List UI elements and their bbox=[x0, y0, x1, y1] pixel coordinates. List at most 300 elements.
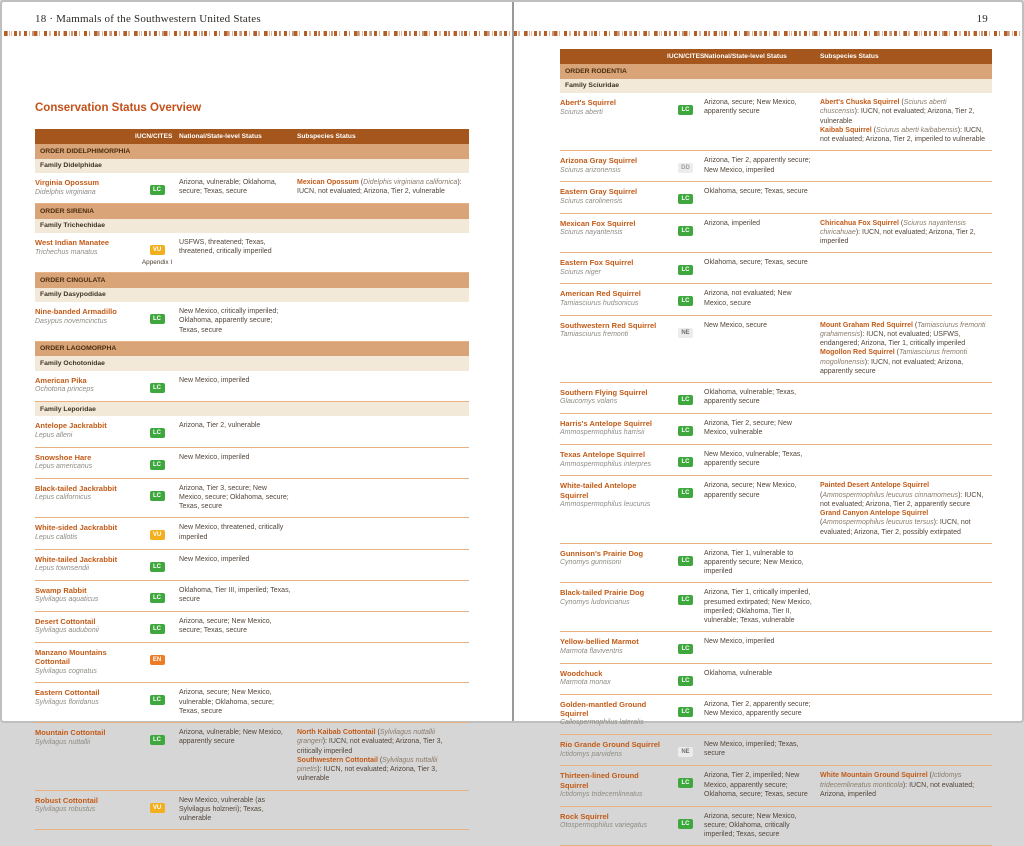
species-scientific-name: Sylvilagus aquaticus bbox=[35, 596, 99, 604]
iucn-cell bbox=[667, 414, 704, 444]
species-scientific-name: Lepus americanus bbox=[35, 462, 93, 470]
subspecies-status-cell bbox=[297, 416, 469, 446]
species-scientific-name: Ictidomys parvidens bbox=[560, 750, 622, 758]
running-head-left: 18 · Mammals of the Southwestern United States bbox=[35, 13, 261, 25]
species-row bbox=[35, 791, 469, 831]
species-row bbox=[560, 93, 992, 151]
species-row bbox=[560, 735, 992, 766]
species-row bbox=[560, 253, 992, 284]
species-name-cell bbox=[560, 544, 667, 583]
species-scientific-name: Marmota monax bbox=[560, 678, 611, 686]
species-row bbox=[35, 550, 469, 581]
subspecies-status-cell bbox=[820, 632, 992, 662]
iucn-badge: LC bbox=[678, 226, 693, 236]
species-row bbox=[560, 766, 992, 807]
species-row bbox=[35, 683, 469, 723]
species-name-cell bbox=[560, 807, 667, 846]
species-scientific-name: Ochotona princeps bbox=[35, 386, 94, 394]
species-common-name: Yellow-bellied Marmot bbox=[560, 637, 639, 647]
state-status-cell: Oklahoma, secure; Texas, secure bbox=[704, 259, 808, 267]
subspecies-status-cell bbox=[297, 173, 469, 203]
species-scientific-name: Lepus townsendii bbox=[35, 564, 90, 572]
species-name-cell bbox=[560, 445, 667, 475]
species-common-name: Antelope Jackrabbit bbox=[35, 421, 107, 431]
species-name-cell bbox=[560, 151, 667, 181]
subspecies-status-cell bbox=[297, 723, 469, 789]
iucn-cell bbox=[667, 383, 704, 413]
iucn-cell bbox=[135, 683, 179, 722]
column-header: IUCN/CITES bbox=[135, 133, 173, 140]
species-common-name: White-sided Jackrabbit bbox=[35, 523, 118, 533]
subspecies-status-cell bbox=[820, 766, 992, 806]
species-common-name: Texas Antelope Squirrel bbox=[560, 450, 646, 460]
species-scientific-name: Dasypus novemcinctus bbox=[35, 317, 107, 325]
state-status-cell: USFWS, threatened; Texas, threatened, critically imperiled bbox=[179, 239, 272, 256]
species-name-cell bbox=[560, 284, 667, 314]
species-scientific-name: Lepus callotis bbox=[35, 533, 78, 541]
species-common-name: Rock Squirrel bbox=[560, 811, 609, 821]
iucn-badge: LC bbox=[678, 105, 693, 115]
species-common-name: Nine-banded Armadillo bbox=[35, 307, 117, 317]
subspecies-status-cell bbox=[297, 302, 469, 341]
species-row bbox=[35, 173, 469, 204]
species-common-name: Southern Flying Squirrel bbox=[560, 387, 648, 397]
species-row bbox=[560, 476, 992, 543]
iucn-badge: LC bbox=[678, 194, 693, 204]
page-number-right: 19 bbox=[976, 13, 988, 25]
subspecies-status-cell bbox=[820, 214, 992, 253]
iucn-cell bbox=[667, 766, 704, 806]
subspecies-status-cell bbox=[297, 791, 469, 830]
species-scientific-name: Tamiasciurus fremonti bbox=[560, 330, 629, 338]
iucn-badge: VU bbox=[150, 803, 165, 813]
species-scientific-name: Lepus alleni bbox=[35, 431, 73, 439]
state-status-cell: New Mexico, secure bbox=[704, 321, 768, 329]
species-common-name: White-tailed Antelope Squirrel bbox=[560, 481, 637, 500]
iucn-badge: LC bbox=[678, 819, 693, 829]
species-name-cell bbox=[560, 664, 667, 694]
species-name-cell bbox=[560, 316, 667, 382]
subspecies-entry: Mogollon Red Squirrel (Tamiasciurus fremonti mogollonensis): IUCN, not evaluated; Arizona, apparently secure bbox=[820, 349, 968, 375]
subspecies-entry: Kaibab Squirrel (Sciurus aberti kaibabensis): IUCN, not evaluated; Arizona, Tier 2, imperiled to vulnerable bbox=[820, 126, 985, 144]
species-scientific-name: Cynomys gunnisoni bbox=[560, 559, 622, 567]
right-status-table bbox=[560, 49, 992, 846]
species-scientific-name: Sciurus nayaritensis bbox=[560, 228, 623, 236]
state-status-cell: Arizona, Tier 2, secure; New Mexico, vulnerable bbox=[704, 420, 792, 437]
subspecies-status-cell bbox=[297, 550, 469, 580]
subspecies-status-cell bbox=[297, 612, 469, 642]
subspecies-status-cell bbox=[820, 93, 992, 150]
species-common-name: Thirteen-lined Ground Squirrel bbox=[560, 771, 639, 790]
species-common-name: Black-tailed Jackrabbit bbox=[35, 483, 117, 493]
subspecies-common-name: White Mountain Ground Squirrel bbox=[820, 772, 928, 780]
order-row: ORDER RODENTIA bbox=[560, 64, 992, 78]
family-row: Family Dasypodidae bbox=[35, 288, 469, 302]
state-status-cell: New Mexico, imperiled bbox=[704, 638, 775, 646]
column-header: National/State-level Status bbox=[179, 133, 262, 140]
species-row bbox=[560, 414, 992, 445]
subspecies-common-name: North Kaibab Cottontail bbox=[297, 729, 376, 737]
species-common-name: Arizona Gray Squirrel bbox=[560, 156, 638, 166]
subspecies-scientific-name: Sciurus aberti chuscensis bbox=[820, 99, 947, 116]
subspecies-scientific-name: Tamiasciurus fremonti grahamensis bbox=[820, 321, 986, 338]
subspecies-common-name: Mexican Opossum bbox=[297, 179, 359, 187]
subspecies-status-cell bbox=[297, 683, 469, 722]
species-name-cell bbox=[560, 632, 667, 662]
species-scientific-name: Sciurus carolinensis bbox=[560, 197, 623, 205]
species-name-cell bbox=[35, 173, 135, 203]
subspecies-scientific-name: Sylvilagus nuttallii grangeri bbox=[297, 729, 436, 746]
species-name-cell bbox=[35, 643, 135, 683]
species-common-name: American Red Squirrel bbox=[560, 289, 641, 299]
species-row bbox=[35, 416, 469, 447]
species-common-name: Woodchuck bbox=[560, 668, 603, 678]
state-status-cell: Arizona, not evaluated; New Mexico, secure bbox=[704, 290, 792, 307]
iucn-cell bbox=[667, 182, 704, 212]
iucn-badge: LC bbox=[150, 695, 165, 705]
state-status-cell: Arizona, Tier 2, apparently secure; New Mexico, apparently secure bbox=[704, 700, 811, 717]
subspecies-status-cell bbox=[820, 284, 992, 314]
species-name-cell bbox=[35, 581, 135, 611]
subspecies-scientific-name: Sylvilagus nuttallii pinetis bbox=[297, 756, 438, 774]
section-title: Conservation Status Overview bbox=[35, 102, 202, 114]
iucn-cell bbox=[667, 695, 704, 735]
state-status-cell: New Mexico, imperiled bbox=[179, 555, 250, 563]
species-common-name: Southwestern Red Squirrel bbox=[560, 320, 657, 330]
state-status-cell: New Mexico, imperiled; Texas, secure bbox=[704, 741, 799, 758]
iucn-badge: LC bbox=[150, 491, 165, 501]
subspecies-entry: Painted Desert Antelope Squirrel (Ammospermophilus leucurus cinnamomeus): IUCN, not evaluated; Arizona, Tier 2, apparently secure bbox=[820, 482, 984, 508]
species-scientific-name: Cynomys ludovicianus bbox=[560, 598, 630, 606]
species-row bbox=[560, 316, 992, 383]
family-row: Family Leporidae bbox=[35, 402, 469, 416]
subspecies-entry: Southwestern Cottontail (Sylvilagus nuttallii pinetis): IUCN, not evaluated; Arizona, Tier 3, vulnerable bbox=[297, 756, 438, 783]
species-common-name: White-tailed Jackrabbit bbox=[35, 554, 118, 564]
subspecies-common-name: Abert's Chuska Squirrel bbox=[820, 99, 900, 107]
subspecies-status-cell bbox=[820, 807, 992, 846]
iucn-badge: LC bbox=[150, 624, 165, 634]
iucn-badge: NE bbox=[678, 747, 693, 757]
state-status-cell: Arizona, Tier 2, vulnerable bbox=[179, 422, 261, 430]
species-row bbox=[35, 371, 469, 402]
iucn-badge: LC bbox=[150, 593, 165, 603]
column-header bbox=[560, 49, 667, 64]
species-common-name: Harris's Antelope Squirrel bbox=[560, 419, 652, 429]
iucn-badge: LC bbox=[150, 735, 165, 745]
iucn-cell bbox=[135, 791, 179, 830]
species-row bbox=[35, 518, 469, 549]
species-name-cell bbox=[35, 302, 135, 341]
species-row bbox=[35, 302, 469, 342]
family-row: Family Trichechidae bbox=[35, 219, 469, 233]
subspecies-common-name: Southwestern Cottontail bbox=[297, 756, 378, 764]
subspecies-status-cell bbox=[297, 643, 469, 683]
subspecies-scientific-name: Sciurus nayaritensis chiricahuae bbox=[820, 219, 966, 236]
iucn-cell bbox=[667, 151, 704, 181]
species-name-cell bbox=[560, 214, 667, 253]
species-name-cell bbox=[560, 414, 667, 444]
subspecies-status-cell bbox=[820, 414, 992, 444]
species-scientific-name: Sylvilagus nuttallii bbox=[35, 738, 91, 746]
subspecies-scientific-name: Sciurus aberti kaibabensis bbox=[876, 126, 958, 134]
subspecies-status-cell bbox=[820, 383, 992, 413]
species-row bbox=[35, 581, 469, 612]
iucn-badge: LC bbox=[678, 457, 693, 467]
state-status-cell: Arizona, imperiled bbox=[704, 219, 761, 227]
state-status-cell: Arizona, vulnerable; New Mexico, apparently secure bbox=[179, 729, 283, 746]
iucn-cell bbox=[135, 371, 179, 401]
species-name-cell bbox=[35, 416, 135, 446]
subspecies-status-cell bbox=[820, 544, 992, 583]
state-status-cell: Arizona, secure; New Mexico, apparently secure bbox=[704, 99, 797, 116]
species-row bbox=[35, 643, 469, 684]
species-name-cell bbox=[560, 253, 667, 283]
column-header: Subspecies Status bbox=[820, 53, 879, 60]
iucn-badge: LC bbox=[150, 383, 165, 393]
iucn-badge: LC bbox=[678, 426, 693, 436]
column-header: IUCN/CITES bbox=[667, 53, 705, 60]
subspecies-status-cell bbox=[297, 518, 469, 548]
iucn-badge: LC bbox=[678, 676, 693, 686]
subspecies-status-cell bbox=[297, 371, 469, 401]
species-row bbox=[560, 632, 992, 663]
species-name-cell bbox=[35, 550, 135, 580]
iucn-badge: EN bbox=[150, 655, 165, 665]
species-scientific-name: Didelphis virginiana bbox=[35, 188, 96, 196]
species-name-cell bbox=[35, 479, 135, 518]
state-status-cell: Arizona, secure; New Mexico, secure; Texas, secure bbox=[179, 617, 272, 635]
species-scientific-name: Glaucomys volans bbox=[560, 398, 618, 406]
iucn-badge: LC bbox=[678, 556, 693, 566]
subspecies-common-name: Chiricahua Fox Squirrel bbox=[820, 219, 899, 227]
order-row: ORDER SIRENIA bbox=[35, 204, 469, 218]
subspecies-status-cell bbox=[297, 479, 469, 518]
species-name-cell bbox=[560, 695, 667, 735]
state-status-cell: Oklahoma, vulnerable bbox=[704, 669, 773, 677]
species-scientific-name: Ictidomys tridecemlineatus bbox=[560, 791, 643, 799]
species-scientific-name: Otospermophilus variegatus bbox=[560, 822, 648, 830]
iucn-cell bbox=[667, 214, 704, 253]
subspecies-status-cell bbox=[820, 583, 992, 631]
order-row: ORDER DIDELPHIMORPHIA bbox=[35, 144, 469, 158]
species-common-name: Eastern Gray Squirrel bbox=[560, 187, 638, 197]
iucn-badge: LC bbox=[678, 644, 693, 654]
species-scientific-name: Ammospermophilus harrisii bbox=[560, 429, 645, 437]
iucn-cell bbox=[667, 664, 704, 694]
subspecies-status-cell bbox=[820, 253, 992, 283]
state-status-cell: Arizona, secure; New Mexico, secure; Oklahoma, critically imperiled; Texas, secure bbox=[704, 812, 797, 839]
species-common-name: Mexican Fox Squirrel bbox=[560, 218, 636, 228]
species-common-name: Eastern Cottontail bbox=[35, 688, 100, 698]
species-row bbox=[560, 807, 992, 846]
species-name-cell bbox=[35, 791, 135, 830]
species-common-name: Rio Grande Ground Squirrel bbox=[560, 740, 661, 750]
state-status-cell: New Mexico, vulnerable; Texas, apparently secure bbox=[704, 451, 803, 468]
species-common-name: Eastern Fox Squirrel bbox=[560, 258, 634, 268]
subspecies-status-cell bbox=[820, 695, 992, 735]
species-name-cell bbox=[35, 683, 135, 722]
species-row bbox=[560, 214, 992, 254]
iucn-badge: LC bbox=[678, 707, 693, 717]
order-row: ORDER CINGULATA bbox=[35, 273, 469, 287]
state-status-cell: Oklahoma, vulnerable; Texas, apparently secure bbox=[704, 388, 797, 406]
species-common-name: West Indian Manatee bbox=[35, 238, 110, 248]
species-row bbox=[560, 583, 992, 632]
iucn-cell bbox=[135, 723, 179, 789]
iucn-badge: LC bbox=[150, 428, 165, 438]
state-status-cell: Oklahoma, Tier III, imperiled; Texas, secure bbox=[179, 586, 291, 603]
iucn-badge: VU bbox=[150, 245, 165, 255]
species-name-cell bbox=[35, 518, 135, 548]
species-row bbox=[560, 445, 992, 476]
family-row: Family Didelphidae bbox=[35, 159, 469, 173]
species-name-cell bbox=[560, 476, 667, 542]
species-scientific-name: Sylvilagus floridanus bbox=[35, 698, 99, 706]
iucn-cell bbox=[135, 302, 179, 341]
species-scientific-name: Sciurus arizonensis bbox=[560, 166, 621, 174]
page-gutter bbox=[512, 2, 514, 721]
iucn-cell bbox=[667, 445, 704, 475]
species-common-name: Gunnison's Prairie Dog bbox=[560, 548, 644, 558]
species-name-cell bbox=[560, 583, 667, 631]
iucn-cell bbox=[135, 550, 179, 580]
iucn-badge: LC bbox=[678, 395, 693, 405]
species-scientific-name: Lepus californicus bbox=[35, 494, 92, 502]
state-status-cell: Arizona, vulnerable; Oklahoma, secure; Texas, secure bbox=[179, 179, 277, 196]
subspecies-entry: Mount Graham Red Squirrel (Tamiasciurus fremonti grahamensis): IUCN, not evaluated; USFWS, endangered; Arizona, Tier 1, critically imperiled bbox=[820, 321, 986, 348]
iucn-badge: LC bbox=[678, 296, 693, 306]
species-scientific-name: Sylvilagus audubonii bbox=[35, 627, 99, 635]
species-common-name: Golden-mantled Ground Squirrel bbox=[560, 699, 647, 719]
subspecies-status-cell bbox=[297, 448, 469, 478]
family-row: Family Sciuridae bbox=[560, 79, 992, 93]
species-common-name: Virginia Opossum bbox=[35, 178, 100, 188]
state-status-cell bbox=[179, 643, 297, 683]
iucn-cell bbox=[667, 93, 704, 150]
cites-text: Appendix I bbox=[141, 259, 173, 267]
species-row bbox=[560, 182, 992, 213]
subspecies-common-name: Mogollon Red Squirrel bbox=[820, 349, 895, 357]
iucn-cell bbox=[667, 476, 704, 542]
iucn-cell bbox=[667, 544, 704, 583]
iucn-cell bbox=[667, 735, 704, 765]
iucn-cell bbox=[135, 173, 179, 203]
subspecies-status-cell bbox=[297, 233, 469, 272]
table-header-row bbox=[35, 129, 469, 144]
species-common-name: American Pika bbox=[35, 375, 87, 385]
iucn-badge: LC bbox=[150, 460, 165, 470]
subspecies-entry: Chiricahua Fox Squirrel (Sciurus nayaritensis chiricahuae): IUCN, not evaluated; Arizona, Tier 2, imperiled bbox=[820, 219, 976, 246]
species-name-cell bbox=[560, 182, 667, 212]
species-row bbox=[35, 612, 469, 643]
state-status-cell: New Mexico, threatened, critically imperiled bbox=[179, 524, 284, 541]
species-scientific-name: Sciurus aberti bbox=[560, 108, 603, 116]
subspecies-entry: Abert's Chuska Squirrel (Sciurus aberti chuscensis): IUCN, not evaluated; Arizona, Tier 2, vulnerable bbox=[820, 99, 975, 125]
species-name-cell bbox=[35, 233, 135, 272]
iucn-badge: LC bbox=[150, 562, 165, 572]
species-common-name: Swamp Rabbit bbox=[35, 585, 87, 595]
species-scientific-name: Ammospermophilus interpres bbox=[560, 460, 652, 468]
state-status-cell: Arizona, Tier 2, imperiled; New Mexico, apparently secure; Oklahoma, secure; Texas, secure bbox=[704, 772, 808, 798]
species-common-name: Snowshoe Hare bbox=[35, 452, 92, 462]
species-common-name: Desert Cottontail bbox=[35, 616, 96, 626]
species-row bbox=[560, 664, 992, 695]
species-row bbox=[560, 383, 992, 414]
subspecies-status-cell bbox=[820, 445, 992, 475]
iucn-cell bbox=[667, 632, 704, 662]
iucn-cell bbox=[667, 253, 704, 283]
state-status-cell: New Mexico, imperiled bbox=[179, 453, 250, 461]
state-status-cell: Arizona, secure; New Mexico, vulnerable; Oklahoma, secure; Texas, secure bbox=[179, 689, 274, 715]
state-status-cell: New Mexico, imperiled bbox=[179, 376, 250, 384]
subspecies-entry: White Mountain Ground Squirrel (Ictidomys tridecemlineatus monticola): IUCN, not evaluated; Arizona, imperiled bbox=[820, 772, 975, 798]
species-name-cell bbox=[35, 371, 135, 401]
subspecies-common-name: Painted Desert Antelope Squirrel bbox=[820, 482, 930, 490]
subspecies-common-name: Grand Canyon Antelope Squirrel bbox=[820, 510, 929, 518]
state-status-cell: Arizona, Tier 2, apparently secure; New Mexico, imperiled bbox=[704, 157, 811, 174]
column-header bbox=[35, 129, 135, 144]
species-row bbox=[35, 723, 469, 790]
species-scientific-name: Sylvilagus robustus bbox=[35, 805, 96, 813]
state-status-cell: New Mexico, critically imperiled; Oklahoma, apparently secure; Texas, secure bbox=[179, 308, 279, 334]
iucn-badge: LC bbox=[678, 778, 693, 788]
state-status-cell: Arizona, Tier 1, critically imperiled, presumed extirpated; New Mexico, imperiled; Oklahoma, Tier II, vulnerable; Texas, vulnerable bbox=[704, 589, 812, 625]
iucn-cell bbox=[667, 583, 704, 631]
species-row bbox=[35, 233, 469, 273]
table-header-row bbox=[560, 49, 992, 64]
species-scientific-name: Sylvilagus cognatus bbox=[35, 667, 97, 675]
subspecies-status-cell bbox=[297, 581, 469, 611]
subspecies-status-cell bbox=[820, 151, 992, 181]
species-scientific-name: Ammospermophilus leucurus bbox=[560, 501, 651, 509]
subspecies-entry: Mexican Opossum (Didelphis virginiana californica): IUCN, not evaluated; Arizona, Tier 2, vulnerable bbox=[297, 179, 462, 196]
species-scientific-name: Sciurus niger bbox=[560, 268, 601, 276]
iucn-cell bbox=[135, 518, 179, 548]
subspecies-status-cell bbox=[820, 316, 992, 382]
species-name-cell bbox=[560, 93, 667, 150]
species-scientific-name: Callospermophilus lateralis bbox=[560, 719, 644, 727]
species-name-cell bbox=[560, 766, 667, 806]
subspecies-scientific-name: Didelphis virginiana californica bbox=[363, 179, 458, 187]
species-name-cell bbox=[35, 612, 135, 642]
column-header: National/State-level Status bbox=[704, 53, 787, 60]
species-row bbox=[35, 479, 469, 519]
iucn-cell bbox=[667, 807, 704, 846]
iucn-badge: DD bbox=[678, 163, 693, 173]
iucn-cell bbox=[135, 233, 179, 272]
iucn-cell bbox=[135, 416, 179, 446]
species-row bbox=[560, 544, 992, 584]
subspecies-status-cell bbox=[820, 664, 992, 694]
species-name-cell bbox=[35, 448, 135, 478]
species-name-cell bbox=[560, 735, 667, 765]
state-status-cell: New Mexico, vulnerable (as Sylvilagus holzneri); Texas, vulnerable bbox=[179, 796, 265, 822]
iucn-cell bbox=[135, 581, 179, 611]
species-name-cell bbox=[560, 383, 667, 413]
iucn-badge: LC bbox=[678, 265, 693, 275]
species-common-name: Manzano Mountains Cottontail bbox=[35, 647, 107, 667]
iucn-cell bbox=[667, 284, 704, 314]
subspecies-scientific-name: Ammospermophilus leucurus cinnamomeus bbox=[822, 491, 959, 499]
species-row bbox=[35, 448, 469, 479]
species-common-name: Abert's Squirrel bbox=[560, 98, 616, 108]
iucn-badge: LC bbox=[678, 595, 693, 605]
column-header: Subspecies Status bbox=[297, 133, 356, 140]
state-status-cell: Arizona, Tier 1, vulnerable to apparently secure; New Mexico, imperiled bbox=[704, 549, 804, 576]
subspecies-entry: North Kaibab Cottontail (Sylvilagus nuttallii grangeri): IUCN, not evaluated; Arizona, Tier 3, critically imperiled bbox=[297, 729, 443, 755]
subspecies-entry: Grand Canyon Antelope Squirrel (Ammospermophilus leucurus tersus): IUCN, not evaluated; Arizona, Tier 2, possibly extirpated bbox=[820, 510, 971, 536]
state-status-cell: Arizona, Tier 3, secure; New Mexico, secure; Oklahoma, secure; Texas, secure bbox=[179, 484, 289, 511]
